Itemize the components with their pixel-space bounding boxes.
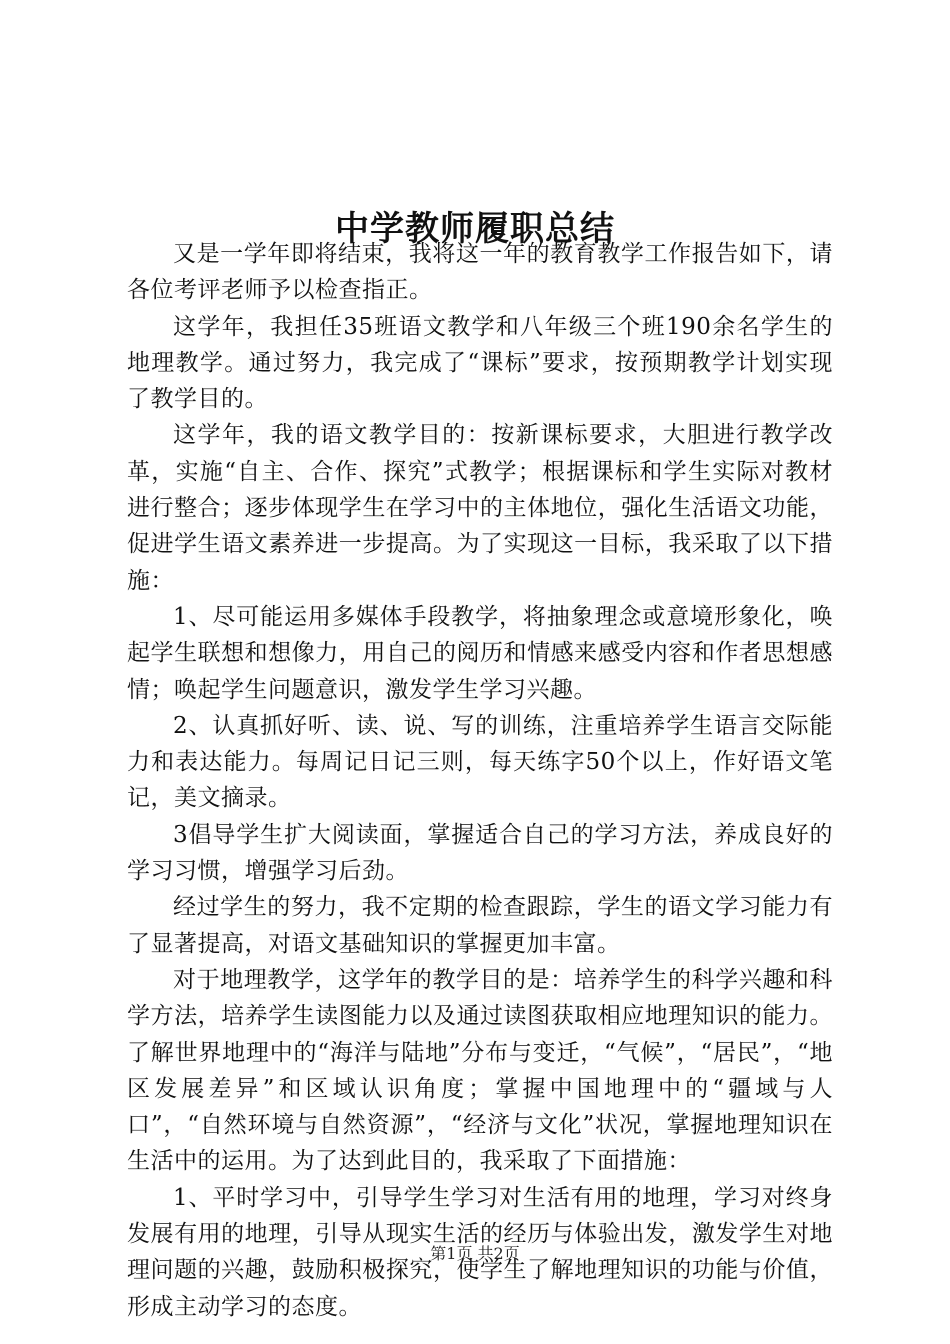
paragraph-geography-measure-1: 1、平时学习中，引导学生学习对生活有用的地理，学习对终身发展有用的地理，引导从现实生活的经历与体验出发，激发学生对地理问题的兴趣，鼓励积极探究，使学生了解地理知识的功能与价值，形成主动学习的态度。 bbox=[127, 1184, 833, 1320]
paragraph-chinese-measure-3: 3倡导学生扩大阅读面，掌握适合自己的学习方法，养成良好的学习习惯，增强学习后劲。 bbox=[127, 821, 833, 885]
paragraph-chinese-results: 经过学生的努力，我不定期的检查跟踪，学生的语文学习能力有了显著提高，对语文基础知识的掌握更加丰富。 bbox=[127, 894, 833, 957]
document-body bbox=[127, 236, 833, 1325]
paragraph-intro: 又是一学年即将结束，我将这一年的教育教学工作报告如下，请各位考评老师予以检查指正。 bbox=[127, 241, 833, 304]
paragraph-chinese-goals: 这学年，我的语文教学目的：按新课标要求，大胆进行教学改革，实施“自主、合作、探究”式教学；根据课标和学生实际对教材进行整合；逐步体现学生在学习中的主体地位，强化生活语文功能，促进学生语文素养进一步提高。为了实现这一目标，我采取了以下措施： bbox=[127, 422, 833, 594]
paragraph-teaching-duties: 这学年，我担任35班语文教学和八年级三个班190余名学生的地理教学。通过努力，我完成了“课标”要求，按预期教学计划实现了教学目的。 bbox=[127, 313, 833, 413]
paragraph-geography-goals: 对于地理教学，这学年的教学目的是：培养学生的科学兴趣和科学方法，培养学生读图能力以及通过读图获取相应地理知识的能力。了解世界地理中的“海洋与陆地”分布与变迁，“气候”，“居民”，“地区发展差异”和区域认识角度；掌握中国地理中的“疆域与人口”，“自然环境与自然资源”，“经济与文化”状况，掌握地理知识在生活中的运用。为了达到此目的，我采取了下面措施： bbox=[127, 966, 833, 1175]
paragraph-chinese-measure-2: 2、认真抓好听、读、说、写的训练，注重培养学生语言交际能力和表达能力。每周记日记三则，每天练字50个以上，作好语文笔记，美文摘录。 bbox=[127, 712, 833, 812]
paragraph-chinese-measure-1: 1、尽可能运用多媒体手段教学，将抽象理念或意境形象化，唤起学生联想和想像力，用自己的阅历和情感来感受内容和作者思想感情；唤起学生问题意识，激发学生学习兴趣。 bbox=[127, 603, 833, 703]
page-footer: 第1页 共2页 bbox=[430, 1244, 520, 1263]
document-title: 中学教师履职总结 bbox=[335, 208, 615, 249]
